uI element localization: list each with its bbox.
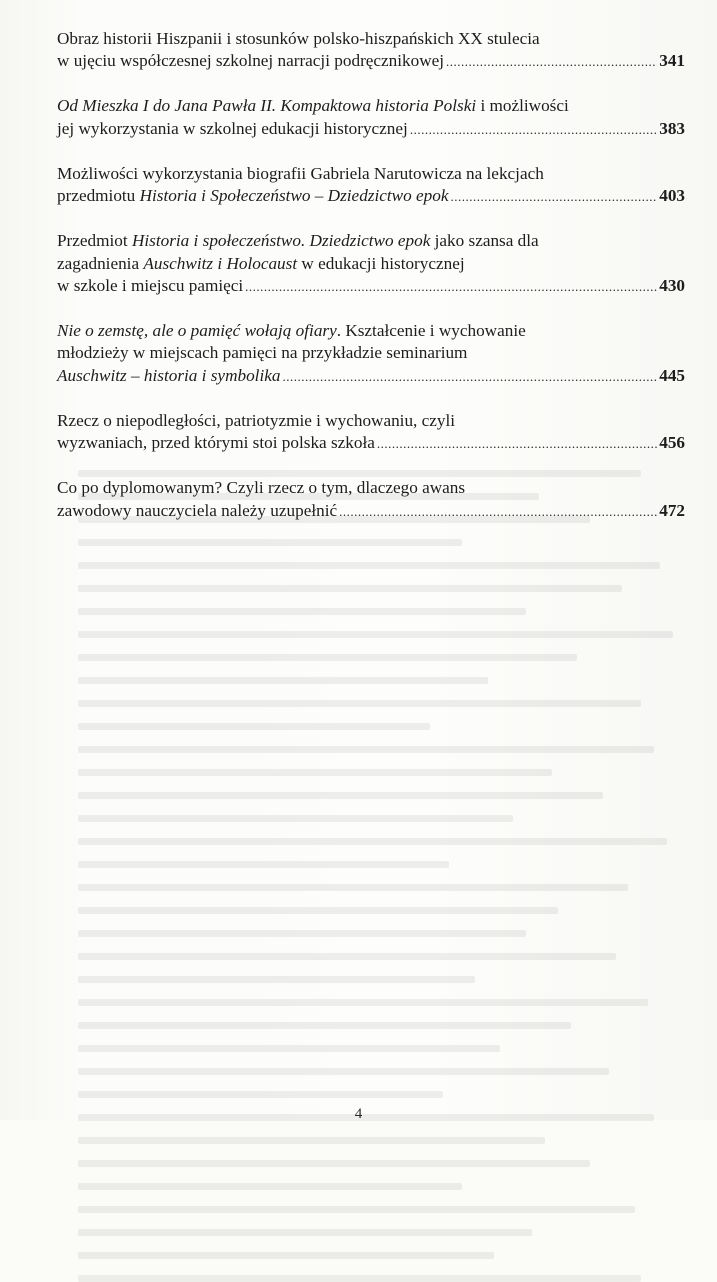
toc-entry-line bbox=[57, 185, 685, 208]
toc-entry-title bbox=[57, 254, 465, 273]
show-through-line bbox=[78, 838, 667, 845]
show-through-line bbox=[78, 1183, 462, 1190]
show-through-line bbox=[78, 700, 641, 707]
toc-entry-line bbox=[57, 253, 685, 275]
toc-entry-title bbox=[57, 164, 544, 183]
toc-entry-line bbox=[57, 410, 685, 432]
toc-entry bbox=[57, 163, 685, 209]
title-segment: Obraz historii Hiszpanii i stosunków polsko-hiszpańskich XX stulecia bbox=[57, 29, 540, 48]
toc-entry-line bbox=[57, 432, 685, 455]
page-number: 4 bbox=[354, 1106, 363, 1122]
show-through-line bbox=[78, 1137, 545, 1144]
title-segment: wyzwaniach, przed którymi stoi polska szkoła bbox=[57, 433, 375, 453]
show-through-line bbox=[78, 585, 622, 592]
dot-leader bbox=[450, 186, 657, 208]
toc-entry-title bbox=[57, 50, 444, 72]
title-segment: jej wykorzystania w szkolnej edukacji historycznej bbox=[57, 118, 408, 138]
show-through-line bbox=[78, 769, 552, 776]
show-through-text bbox=[78, 470, 717, 1110]
title-segment: zawodowy nauczyciela należy uzupełnić bbox=[57, 500, 338, 520]
toc-entry-title bbox=[57, 185, 448, 207]
show-through-line bbox=[78, 930, 526, 937]
toc-entry-title bbox=[57, 96, 569, 115]
toc-page-number: 472 bbox=[659, 500, 685, 520]
toc-entry-line bbox=[57, 95, 685, 117]
toc-entry-title bbox=[57, 365, 280, 387]
show-through-line bbox=[78, 907, 558, 914]
italic-title-segment: Nie o zemstę, ale o pamięć wołają ofiary bbox=[57, 321, 337, 341]
toc-entry-title bbox=[57, 118, 408, 140]
title-segment: Przedmiot bbox=[57, 231, 132, 251]
toc-entry bbox=[57, 410, 685, 456]
title-segment: Możliwości wykorzystania biografii Gabriela Narutowicza na lekcjach bbox=[57, 163, 544, 183]
dot-leader bbox=[377, 433, 657, 455]
italic-title-segment: Auschwitz – historia i symbolika bbox=[57, 365, 281, 385]
show-through-line bbox=[78, 861, 449, 868]
show-through-line bbox=[78, 999, 648, 1006]
toc-entry-title bbox=[57, 411, 455, 430]
title-segment: w szkole i miejscu pamięci bbox=[57, 276, 244, 296]
show-through-line bbox=[78, 1068, 609, 1075]
title-segment: . Kształcenie i wychowanie bbox=[336, 321, 526, 341]
show-through-line bbox=[78, 654, 577, 661]
dot-leader bbox=[245, 276, 657, 298]
toc-entry-title bbox=[57, 500, 337, 522]
dot-leader bbox=[282, 366, 657, 388]
toc-entry-title bbox=[57, 29, 540, 48]
italic-title-segment: Historia i Społeczeństwo – Dziedzictwo epok bbox=[139, 186, 449, 206]
show-through-line bbox=[78, 562, 660, 569]
italic-title-segment: Auschwitz i Holocaust bbox=[143, 253, 298, 273]
toc-entry-line bbox=[57, 365, 685, 388]
show-through-line bbox=[78, 677, 488, 684]
toc-entry-line bbox=[57, 320, 685, 342]
show-through-line bbox=[78, 884, 628, 891]
toc-entry-line bbox=[57, 500, 685, 523]
show-through-line bbox=[78, 792, 603, 799]
show-through-line bbox=[78, 608, 526, 615]
dot-leader bbox=[410, 119, 657, 141]
toc-entry bbox=[57, 230, 685, 298]
toc-entry-title bbox=[57, 343, 467, 362]
show-through-line bbox=[78, 976, 475, 983]
toc-entry-title bbox=[57, 275, 243, 297]
toc-page-number: 445 bbox=[659, 365, 685, 385]
show-through-line bbox=[78, 631, 673, 638]
toc-entry bbox=[57, 477, 685, 523]
toc-entry-line bbox=[57, 230, 685, 252]
title-segment: jako szansa dla bbox=[430, 231, 539, 251]
show-through-line bbox=[78, 1091, 443, 1098]
dot-leader bbox=[339, 501, 657, 523]
title-segment: przedmiotu bbox=[57, 186, 140, 206]
title-segment: młodzieży w miejscach pamięci na przykładzie seminarium bbox=[57, 343, 468, 363]
italic-title-segment: Historia i społeczeństwo. Dziedzictwo epok bbox=[131, 231, 431, 251]
toc-entry-line bbox=[57, 342, 685, 364]
toc-entry-title bbox=[57, 478, 465, 497]
title-segment: i możliwości bbox=[476, 96, 569, 116]
toc-entry-line bbox=[57, 28, 685, 50]
toc-entry-line bbox=[57, 163, 685, 185]
show-through-line bbox=[78, 723, 430, 730]
toc-entry-line bbox=[57, 275, 685, 298]
toc-entry bbox=[57, 28, 685, 74]
title-segment: w ujęciu współczesnej szkolnej narracji podręcznikowej bbox=[57, 51, 445, 71]
title-segment: w edukacji historycznej bbox=[297, 253, 465, 273]
toc-entry bbox=[57, 95, 685, 141]
show-through-line bbox=[78, 1045, 500, 1052]
show-through-line bbox=[78, 953, 616, 960]
toc-entry-line bbox=[57, 477, 685, 499]
toc-page-number: 456 bbox=[659, 433, 685, 453]
show-through-line bbox=[78, 1252, 494, 1259]
show-through-line bbox=[78, 746, 654, 753]
toc-page-number: 430 bbox=[659, 276, 685, 296]
show-through-line bbox=[78, 1229, 532, 1236]
dot-leader bbox=[446, 51, 657, 73]
toc-page-number: 341 bbox=[659, 51, 685, 71]
show-through-line bbox=[78, 1160, 590, 1167]
toc-entry-title bbox=[57, 321, 526, 340]
toc-entry-title bbox=[57, 231, 539, 250]
toc-entry-line bbox=[57, 50, 685, 73]
title-segment: Rzecz o niepodległości, patriotyzmie i wychowaniu, czyli bbox=[57, 410, 456, 430]
italic-title-segment: Od Mieszka I do Jana Pawła II. Kompaktowa historia Polski bbox=[57, 96, 477, 116]
toc-entry-line bbox=[57, 118, 685, 141]
toc-entry bbox=[57, 320, 685, 388]
table-of-contents bbox=[57, 28, 685, 545]
show-through-line bbox=[78, 1275, 641, 1282]
show-through-line bbox=[78, 815, 513, 822]
toc-entry-title bbox=[57, 432, 375, 454]
title-segment: Co po dyplomowanym? Czyli rzecz o tym, dlaczego awans bbox=[57, 478, 466, 498]
toc-page-number: 403 bbox=[659, 186, 685, 206]
title-segment: zagadnienia bbox=[57, 253, 144, 273]
toc-page-number: 383 bbox=[659, 118, 685, 138]
show-through-line bbox=[78, 1206, 635, 1213]
show-through-line bbox=[78, 1022, 571, 1029]
